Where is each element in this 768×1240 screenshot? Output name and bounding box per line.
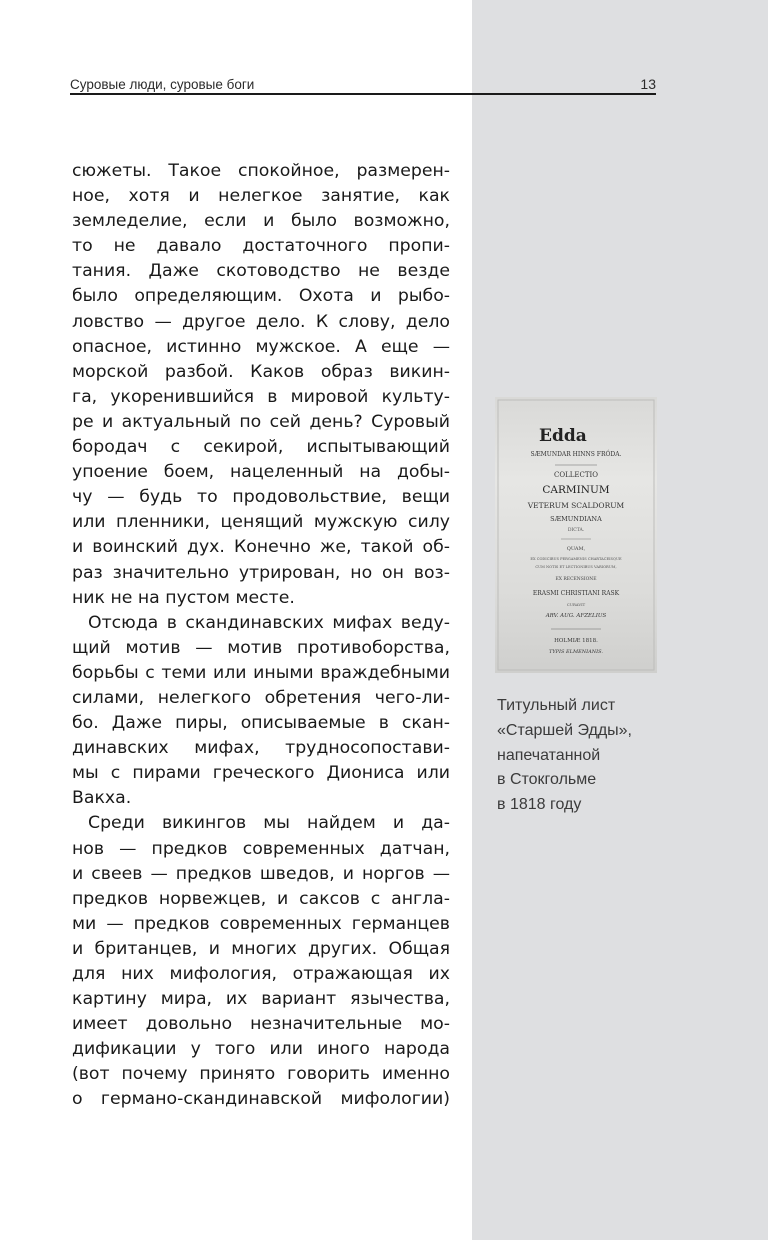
text-line: морской разбой. Каков образ викин- bbox=[72, 361, 450, 382]
edda-editor-text: ERASMI CHRISTIANI RASK bbox=[532, 590, 620, 597]
text-line: нов — предков современных датчан, bbox=[72, 838, 450, 859]
caption-line: Титульный лист bbox=[497, 697, 616, 714]
text-line: ми — предков современных германцев bbox=[72, 913, 450, 934]
edda-printer-text: TYPIS ELMENIANIS. bbox=[549, 649, 603, 655]
text-line: ре и актуальный по сей день? Суровый bbox=[72, 411, 450, 432]
text-line: бородач с секирой, испытывающий bbox=[72, 437, 450, 458]
running-header bbox=[70, 76, 656, 94]
edda-carminum-text: CARMINUM bbox=[542, 484, 610, 496]
caption-line: в 1818 году bbox=[497, 796, 582, 814]
text-line: для них мифология, отражающая их bbox=[72, 964, 450, 984]
edda-quam-text: QUAM, bbox=[566, 546, 586, 552]
page-number: 13 bbox=[640, 76, 656, 92]
text-line: щий мотив — мотив противоборства, bbox=[72, 637, 450, 658]
text-line: сюжеты. Такое спокойное, размерен- bbox=[72, 161, 450, 181]
caption-line: «Старшей Эдды», bbox=[497, 721, 632, 739]
text-line: опасное, истинно мужское. А еще — bbox=[72, 336, 450, 357]
text-line: динавских мифах, трудносопостави- bbox=[72, 738, 450, 759]
text-line: Вакха. bbox=[72, 788, 132, 809]
edda-title-page-image bbox=[495, 397, 657, 673]
text-line: борьбы с теми или иными враждебными bbox=[72, 662, 450, 683]
text-line: о германо-скандинавской мифологии) bbox=[72, 1089, 450, 1110]
text-line: мы с пирами греческого Диониса или bbox=[72, 763, 450, 784]
edda-title-text: Edda bbox=[539, 426, 587, 446]
text-line: земледелие, если и было возможно, bbox=[72, 211, 450, 232]
body-text bbox=[72, 159, 450, 1113]
text-line: Среди викингов мы найдем и да- bbox=[88, 813, 450, 834]
text-line: было определяющим. Охота и рыбо- bbox=[72, 286, 450, 307]
edda-recensione-text: EX RECENSIONE bbox=[555, 577, 597, 582]
text-line: картину мира, их вариант язычества, bbox=[72, 989, 450, 1010]
text-line: га, укоренившийся в мировой культу- bbox=[72, 386, 450, 407]
text-line: ное, хотя и нелегкое занятие, как bbox=[72, 186, 450, 207]
edda-curavit-text: CURAVIT bbox=[566, 602, 586, 607]
text-line: ник не на пустом месте. bbox=[72, 587, 295, 608]
edda-veterum-text: VETERUM SCALDORUM bbox=[527, 501, 625, 510]
text-line: ловство — другое дело. К слову, дело bbox=[72, 311, 450, 332]
edda-small2-text: CUM NOTIS ET LECTIONIBUS VARIORUM, bbox=[535, 565, 617, 569]
text-line: чу — будь то продовольствие, вещи bbox=[72, 487, 450, 508]
running-title: Суровые люди, суровые боги bbox=[70, 77, 255, 92]
text-line: то не давало достаточного пропи- bbox=[72, 236, 450, 257]
text-line: предков норвежцев, и саксов с англа- bbox=[72, 888, 450, 909]
text-line: тания. Даже скотоводство не везде bbox=[72, 261, 450, 282]
text-line: бо. Даже пиры, описываемые в скан- bbox=[72, 713, 450, 734]
text-line: или пленники, ценящий мужскую силу bbox=[72, 512, 450, 533]
text-line: Отсюда в скандинавских мифах веду- bbox=[88, 612, 450, 633]
edda-subtitle-text: SÆMUNDAR HINNS FRÓDA. bbox=[530, 451, 622, 458]
figure-caption bbox=[497, 694, 697, 818]
text-line: имеет довольно незначительные мо- bbox=[72, 1014, 450, 1035]
edda-dicta-text: DICTA. bbox=[567, 528, 585, 533]
text-line: дификации у того или иного народа bbox=[72, 1039, 450, 1060]
caption-line: напечатанной bbox=[497, 746, 601, 764]
text-line: силами, нелегкого обретения чего-ли- bbox=[72, 687, 450, 708]
text-line: раз значительно утрирован, но он воз- bbox=[72, 562, 450, 583]
edda-saemundiana-text: SÆMUNDIANA bbox=[550, 515, 602, 523]
text-line: упоение боем, нацеленный на добы- bbox=[72, 462, 450, 483]
text-line: (вот почему принято говорить именно bbox=[72, 1064, 450, 1085]
edda-small1-text: EX CODICIBUS PERGAMENIS CHARTACEISQUE bbox=[530, 557, 622, 561]
text-line: и британцев, и многих других. Общая bbox=[72, 938, 450, 959]
caption-line: в Стокгольме bbox=[497, 771, 597, 789]
edda-collectio-text: COLLECTIO bbox=[553, 471, 599, 479]
edda-place-text: HOLMIÆ 1818. bbox=[554, 638, 598, 644]
text-line: и воинский дух. Конечно же, такой об- bbox=[72, 537, 450, 558]
header-rule bbox=[70, 93, 656, 95]
edda-curator-text: ARV. AUG. AFZELIUS bbox=[545, 613, 607, 619]
text-line: и свеев — предков шведов, и норгов — bbox=[72, 863, 450, 884]
